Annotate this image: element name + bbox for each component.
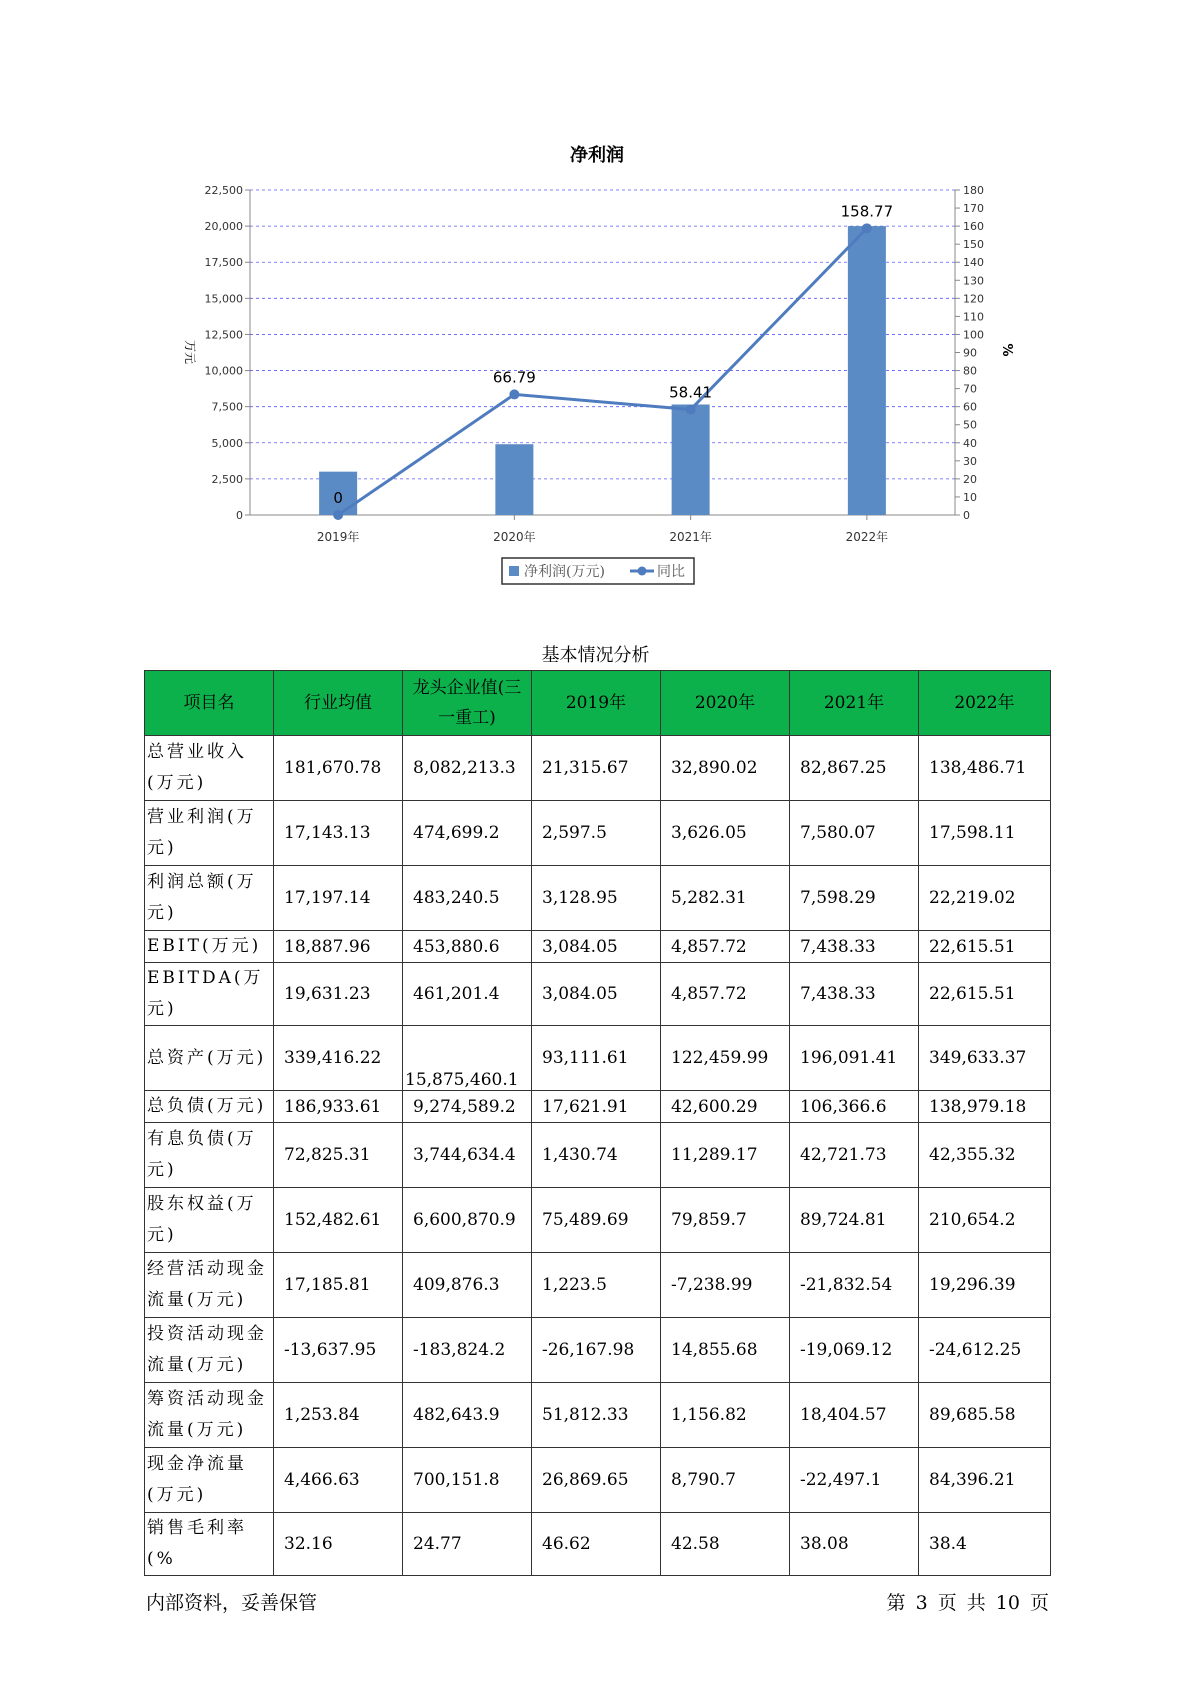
- y2-tick-label: 180: [963, 184, 984, 197]
- table-cell: 3,084.05: [532, 931, 661, 963]
- y2-tick-label: 30: [963, 454, 977, 468]
- table-cell: 3,128.95: [532, 866, 661, 931]
- table-cell: 483,240.5: [403, 866, 532, 931]
- table-cell: 349,633.37: [919, 1026, 1051, 1091]
- table-cell: 93,111.61: [532, 1026, 661, 1091]
- chart-svg: [0, 0, 1191, 600]
- bar: [672, 405, 710, 516]
- legend-line-marker: [638, 567, 647, 576]
- table-row: [145, 1383, 1051, 1448]
- growth-point: [862, 223, 872, 233]
- table-cell: 6,600,870.9: [403, 1188, 532, 1253]
- table-cell: -7,238.99: [661, 1253, 790, 1318]
- y-tick-label: 0: [236, 509, 243, 522]
- table-cell: 22,615.51: [919, 963, 1051, 1026]
- table-cell: 1,156.82: [661, 1383, 790, 1448]
- table-cell: -183,824.2: [403, 1318, 532, 1383]
- table-cell: 4,466.63: [274, 1448, 403, 1513]
- table-cell: 17,143.13: [274, 801, 403, 866]
- table-cell: 1,223.5: [532, 1253, 661, 1318]
- table-cell: -22,497.1: [790, 1448, 919, 1513]
- table-header-cell: 2022年: [919, 671, 1051, 736]
- table-row: [145, 801, 1051, 866]
- table-header-row: [145, 671, 1051, 736]
- table-cell: 196,091.41: [790, 1026, 919, 1091]
- row-label-cell: EBITDA(万元): [145, 963, 274, 1026]
- y-tick-label: 22,500: [204, 184, 243, 197]
- table-cell: 32.16: [274, 1513, 403, 1576]
- data-label: 158.77: [840, 202, 894, 221]
- growth-point: [333, 510, 343, 520]
- table-cell: 7,598.29: [790, 866, 919, 931]
- table-row: [145, 1123, 1051, 1188]
- row-label-cell: 投资活动现金流量(万元): [145, 1318, 274, 1383]
- table-cell: 75,489.69: [532, 1188, 661, 1253]
- table-cell: 42,721.73: [790, 1123, 919, 1188]
- table-cell: 26,869.65: [532, 1448, 661, 1513]
- table-cell: 7,438.33: [790, 931, 919, 963]
- table-header-cell: 2020年: [661, 671, 790, 736]
- table-cell: 17,598.11: [919, 801, 1051, 866]
- table-cell: 152,482.61: [274, 1188, 403, 1253]
- table-cell: 3,084.05: [532, 963, 661, 1026]
- table-cell: 7,438.33: [790, 963, 919, 1026]
- table-cell: 122,459.99: [661, 1026, 790, 1091]
- table-cell: 22,615.51: [919, 931, 1051, 963]
- y-tick-label: 2,500: [211, 472, 243, 486]
- table-cell: 474,699.2: [403, 801, 532, 866]
- table-cell: 17,197.14: [274, 866, 403, 931]
- table-cell: 409,876.3: [403, 1253, 532, 1318]
- y-tick-label: 15,000: [204, 292, 243, 306]
- table-cell: -21,832.54: [790, 1253, 919, 1318]
- table-cell: 38.08: [790, 1513, 919, 1576]
- table-cell: 7,580.07: [790, 801, 919, 866]
- y2-tick-label: 40: [963, 436, 977, 450]
- table-cell: 38.4: [919, 1513, 1051, 1576]
- table-cell: 89,724.81: [790, 1188, 919, 1253]
- growth-point: [686, 405, 696, 415]
- table-row: [145, 963, 1051, 1026]
- table-cell: 8,082,213.3: [403, 736, 532, 801]
- x-tick-label: 2020年: [493, 530, 536, 544]
- table-row: [145, 1188, 1051, 1253]
- table-row: [145, 1513, 1051, 1576]
- row-label-cell: EBIT(万元): [145, 931, 274, 963]
- table-cell: 181,670.78: [274, 736, 403, 801]
- growth-point: [509, 389, 519, 399]
- table-cell: 89,685.58: [919, 1383, 1051, 1448]
- y2-tick-label: 140: [963, 256, 984, 270]
- table-cell: 51,812.33: [532, 1383, 661, 1448]
- table-cell: -13,637.95: [274, 1318, 403, 1383]
- basic-analysis-table: [144, 670, 1051, 1576]
- row-label-cell: 股东权益(万元): [145, 1188, 274, 1253]
- table-cell: 22,219.02: [919, 866, 1051, 931]
- x-tick-label: 2019年: [316, 530, 360, 544]
- table-cell: 106,366.6: [790, 1091, 919, 1123]
- y-tick-label: 17,500: [204, 256, 243, 270]
- row-label-cell: 经营活动现金流量(万元): [145, 1253, 274, 1318]
- table-cell: 4,857.72: [661, 931, 790, 963]
- data-label: 58.41: [669, 383, 713, 402]
- table-cell: 19,631.23: [274, 963, 403, 1026]
- row-label-cell: 总资产(万元): [145, 1026, 274, 1091]
- chart-title: 净利润: [570, 145, 624, 166]
- y-tick-label: 10,000: [204, 364, 243, 378]
- x-tick-label: 2022年: [845, 530, 889, 544]
- row-label-cell: 总营业收入(万元): [145, 736, 274, 801]
- bar: [495, 444, 533, 515]
- y2-tick-label: 50: [963, 418, 977, 432]
- y-tick-label: 5,000: [211, 436, 243, 450]
- row-label-cell: 现金净流量(万元): [145, 1448, 274, 1513]
- table-row: [145, 1091, 1051, 1123]
- table-cell: 21,315.67: [532, 736, 661, 801]
- table-row: [145, 1448, 1051, 1513]
- legend-bar-label: 净利润(万元): [524, 564, 605, 580]
- table-row: [145, 931, 1051, 963]
- table-cell: 1,430.74: [532, 1123, 661, 1188]
- y2-tick-label: 60: [963, 400, 977, 414]
- y2-tick-label: 130: [963, 274, 984, 288]
- table-cell: 453,880.6: [403, 931, 532, 963]
- net-profit-chart: [0, 0, 1191, 600]
- table-cell: 79,859.7: [661, 1188, 790, 1253]
- y2-tick-label: 0: [963, 509, 970, 522]
- table-cell: 186,933.61: [274, 1091, 403, 1123]
- row-label-cell: 销售毛利率(%: [145, 1513, 274, 1576]
- table-title: 基本情况分析: [541, 645, 650, 666]
- x-tick-label: 2021年: [669, 530, 712, 544]
- y-tick-label: 12,500: [204, 328, 243, 342]
- table-cell: 5,282.31: [661, 866, 790, 931]
- table-row: [145, 1253, 1051, 1318]
- table-cell: 42,355.32: [919, 1123, 1051, 1188]
- row-label-cell: 利润总额(万元): [145, 866, 274, 931]
- table-cell: 46.62: [532, 1513, 661, 1576]
- table-cell: 24.77: [403, 1513, 532, 1576]
- table-cell: 14,855.68: [661, 1318, 790, 1383]
- table-cell: 138,979.18: [919, 1091, 1051, 1123]
- table-cell: 339,416.22: [274, 1026, 403, 1091]
- table-cell: 84,396.21: [919, 1448, 1051, 1513]
- y-tick-label: 20,000: [204, 220, 243, 234]
- row-label-cell: 总负债(万元): [145, 1091, 274, 1123]
- table-header-cell: 2019年: [532, 671, 661, 736]
- table-cell: 72,825.31: [274, 1123, 403, 1188]
- table-cell: 138,486.71: [919, 736, 1051, 801]
- row-label-cell: 营业利润(万元): [145, 801, 274, 866]
- table-cell: 2,597.5: [532, 801, 661, 866]
- table-cell: 18,887.96: [274, 931, 403, 963]
- table-header-cell: 行业均值: [274, 671, 403, 736]
- legend-bar-swatch: [509, 566, 519, 576]
- y2-tick-label: 170: [963, 202, 984, 216]
- table-row: [145, 736, 1051, 801]
- data-label: 0: [333, 489, 343, 507]
- growth-line: [338, 228, 867, 515]
- table-cell: 482,643.9: [403, 1383, 532, 1448]
- table-cell: 42.58: [661, 1513, 790, 1576]
- y2-tick-label: 20: [963, 472, 977, 486]
- y2-tick-label: 70: [963, 382, 977, 396]
- table-cell: 82,867.25: [790, 736, 919, 801]
- footer-confidential: 内部资料，妥善保管: [146, 1592, 318, 1614]
- table-cell: -19,069.12: [790, 1318, 919, 1383]
- footer-page-number: 第 3 页 共 10 页: [886, 1592, 1049, 1614]
- table-cell: 17,621.91: [532, 1091, 661, 1123]
- table-cell: 17,185.81: [274, 1253, 403, 1318]
- row-label-cell: 筹资活动现金流量(万元): [145, 1383, 274, 1448]
- y2-tick-label: 90: [963, 346, 977, 360]
- table-cell: 3,744,634.4: [403, 1123, 532, 1188]
- table-row: [145, 866, 1051, 931]
- y-tick-label: 7,500: [211, 400, 243, 414]
- table-cell: 11,289.17: [661, 1123, 790, 1188]
- table-row: [145, 1026, 1051, 1091]
- table-cell: 18,404.57: [790, 1383, 919, 1448]
- row-label-cell: 有息负债(万元): [145, 1123, 274, 1188]
- table-cell: -26,167.98: [532, 1318, 661, 1383]
- data-label: 66.79: [492, 368, 536, 387]
- table-cell: 4,857.72: [661, 963, 790, 1026]
- y2-tick-label: 110: [963, 310, 984, 324]
- table-cell: 8,790.7: [661, 1448, 790, 1513]
- y2-tick-label: 160: [963, 220, 984, 234]
- table-header-cell: 龙头企业值(三一重工): [403, 671, 532, 736]
- table-row: [145, 1318, 1051, 1383]
- table-cell: 19,296.39: [919, 1253, 1051, 1318]
- y2-tick-label: 10: [963, 490, 977, 504]
- table-cell: 32,890.02: [661, 736, 790, 801]
- table-cell: 15,875,460.1: [403, 1026, 532, 1091]
- table-cell: 9,274,589.2: [403, 1091, 532, 1123]
- y2-tick-label: 100: [963, 328, 984, 342]
- table-header-cell: 项目名: [145, 671, 274, 736]
- y2-axis-label: %: [999, 343, 1014, 357]
- y-axis-label: 万元: [183, 339, 197, 365]
- table-cell: 210,654.2: [919, 1188, 1051, 1253]
- table-cell: 1,253.84: [274, 1383, 403, 1448]
- table-cell: 700,151.8: [403, 1448, 532, 1513]
- bar: [848, 226, 886, 515]
- table-cell: 461,201.4: [403, 963, 532, 1026]
- table-header-cell: 2021年: [790, 671, 919, 736]
- legend-line-label: 同比: [657, 564, 685, 580]
- table-cell: -24,612.25: [919, 1318, 1051, 1383]
- y2-tick-label: 150: [963, 238, 984, 252]
- table-cell: 42,600.29: [661, 1091, 790, 1123]
- table-cell: 3,626.05: [661, 801, 790, 866]
- y2-tick-label: 120: [963, 292, 984, 306]
- y2-tick-label: 80: [963, 364, 977, 378]
